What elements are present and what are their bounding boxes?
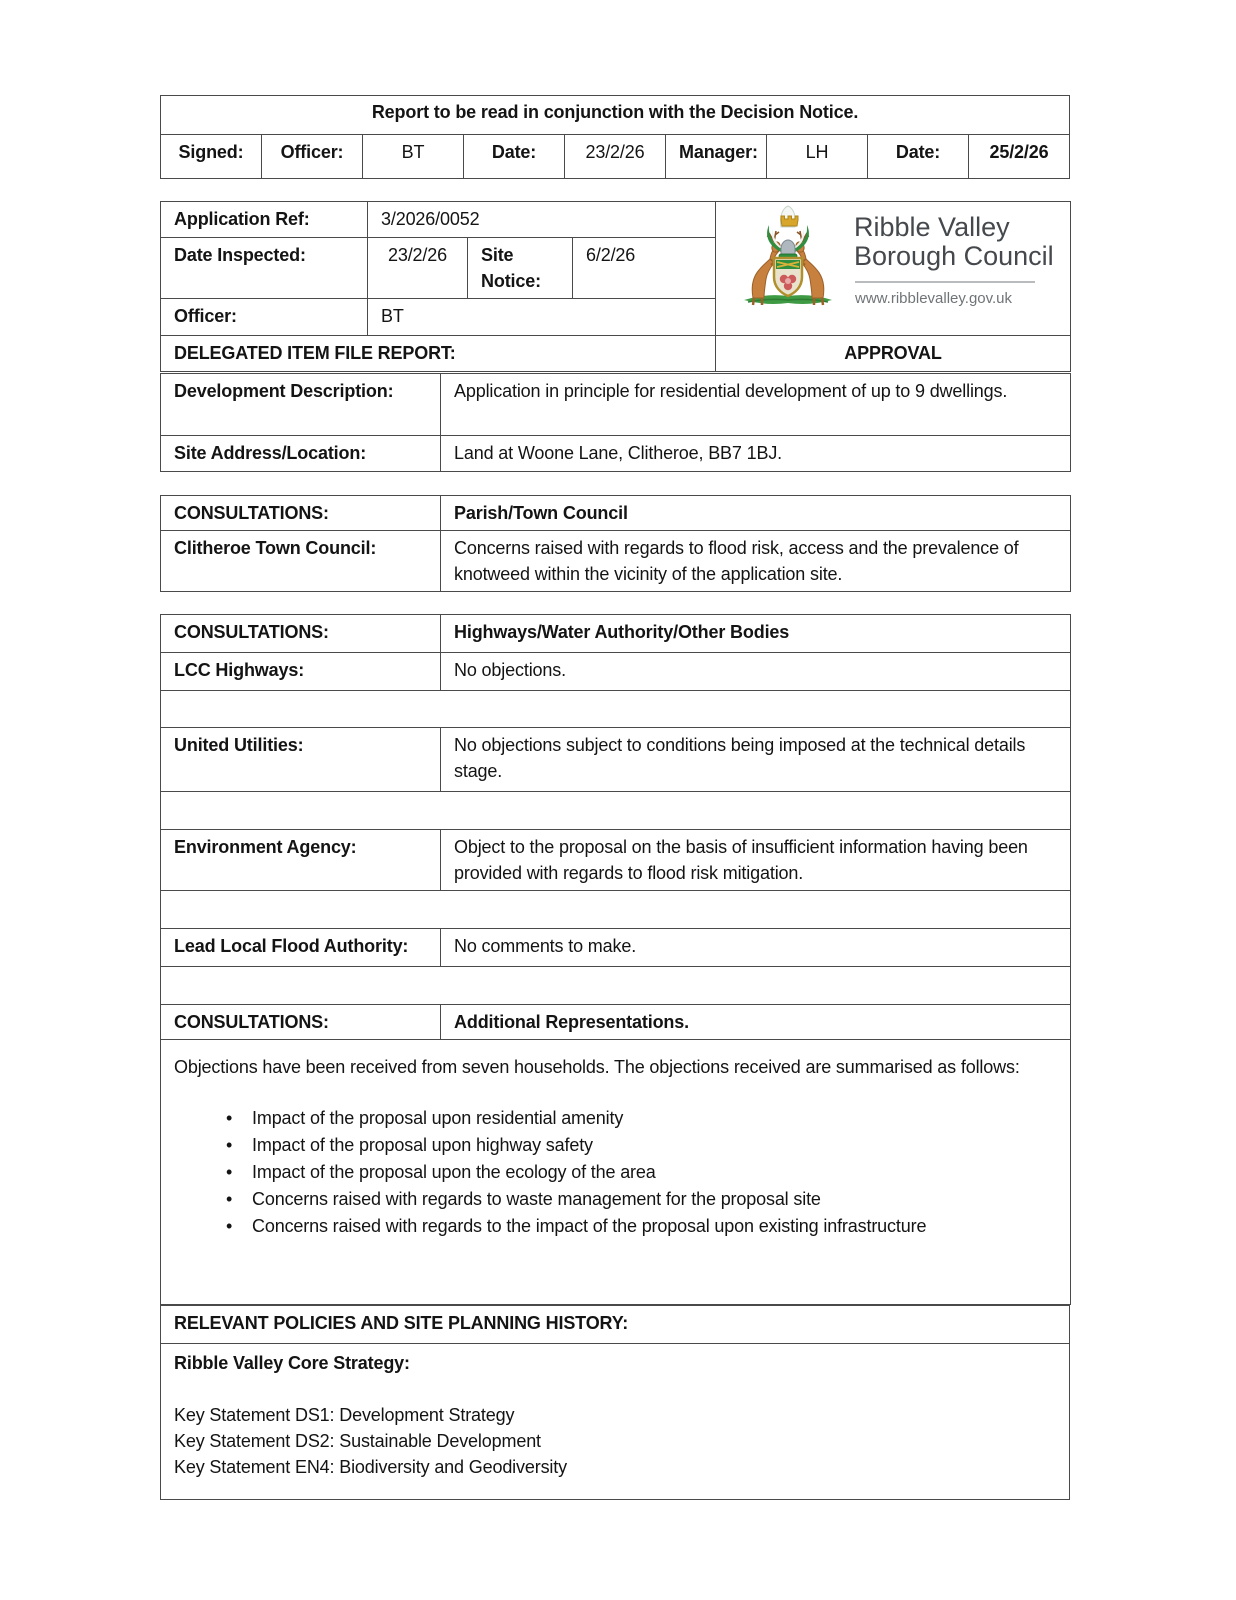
- manager-value-cell: LH: [767, 135, 868, 179]
- consultations-parish-table: [160, 495, 1071, 592]
- spacer-row: [161, 792, 1071, 830]
- date-value-cell: 25/2/26: [969, 135, 1070, 179]
- manager-label-cell: Manager:: [666, 135, 767, 179]
- date-label-cell: Date:: [464, 135, 565, 179]
- environment-agency-label-cell: Environment Agency:: [161, 830, 441, 891]
- date-inspected-value-cell: 23/2/26: [368, 238, 468, 299]
- council-name-line1: Ribble Valley: [854, 212, 1010, 242]
- consultations-type-cell: Parish/Town Council: [441, 496, 1071, 531]
- town-council-response-cell: Concerns raised with regards to flood risk, access and the prevalence of knotweed within the vicinity of the application site.: [441, 531, 1071, 592]
- policy-item: Key Statement EN4: Biodiversity and Geodiversity: [174, 1457, 567, 1477]
- application-ref-value-cell: 3/2026/0052: [368, 202, 716, 238]
- development-description-label-cell: Development Description:: [161, 374, 441, 436]
- consultations-label-cell: CONSULTATIONS:: [161, 615, 441, 653]
- flood-authority-label-cell: Lead Local Flood Authority:: [161, 929, 441, 967]
- spacer-row: [161, 967, 1071, 1005]
- application-ref-label-cell: Application Ref:: [161, 202, 368, 238]
- town-council-label-cell: Clitheroe Town Council:: [161, 531, 441, 592]
- relevant-policies-table: [160, 1305, 1070, 1500]
- objection-item: • Impact of the proposal upon residential amenity: [174, 1105, 1057, 1132]
- objection-item: • Concerns raised with regards to waste management for the proposal site: [174, 1186, 1057, 1213]
- spacer-row: [161, 891, 1071, 929]
- site-notice-label-cell: Site Notice:: [468, 238, 573, 299]
- objection-item: • Concerns raised with regards to the impact of the proposal upon existing infrastructure: [174, 1213, 1057, 1240]
- officer-value-cell: BT: [363, 135, 464, 179]
- policies-header-cell: RELEVANT POLICIES AND SITE PLANNING HISTORY:: [161, 1306, 1070, 1344]
- officer-value-cell: BT: [368, 299, 716, 336]
- council-logo-cell: [716, 202, 1071, 336]
- consultations-label-cell: CONSULTATIONS:: [161, 1005, 441, 1040]
- additional-representations-cell: Additional Representations.: [441, 1005, 1071, 1040]
- date-inspected-label-cell: Date Inspected:: [161, 238, 368, 299]
- officer-label-cell: Officer:: [262, 135, 363, 179]
- spacer: [174, 1376, 1056, 1402]
- policy-item: Key Statement DS1: Development Strategy: [174, 1405, 515, 1425]
- date-label-cell: Date:: [868, 135, 969, 179]
- objections-summary-cell: [161, 1040, 1071, 1305]
- consultations-highways-table: [160, 614, 1071, 1305]
- delegated-report-label-cell: DELEGATED ITEM FILE REPORT:: [161, 336, 716, 372]
- ribble-valley-crest-icon: [738, 203, 838, 309]
- date-value-cell: 23/2/26: [565, 135, 666, 179]
- lcc-highways-label-cell: LCC Highways:: [161, 653, 441, 691]
- application-header-table: [160, 201, 1071, 372]
- site-address-value-cell: Land at Woone Lane, Clitheroe, BB7 1BJ.: [441, 436, 1071, 472]
- spacer-row: [161, 691, 1071, 728]
- objections-intro: Objections have been received from seven households. The objections received are summarised as follows:: [174, 1057, 1020, 1077]
- united-utilities-label-cell: United Utilities:: [161, 728, 441, 792]
- consultations-label-cell: CONSULTATIONS:: [161, 496, 441, 531]
- decision-status-cell: APPROVAL: [716, 336, 1071, 372]
- development-description-value-cell: Application in principle for residential development of up to 9 dwellings.: [441, 374, 1071, 436]
- signed-label-cell: Signed:: [161, 135, 262, 179]
- site-address-label-cell: Site Address/Location:: [161, 436, 441, 472]
- council-website: www.ribblevalley.gov.uk: [855, 290, 1013, 307]
- objections-list: [174, 1105, 1057, 1240]
- council-name-line2: Borough Council: [854, 241, 1054, 271]
- site-notice-value-cell: 6/2/26: [573, 238, 716, 299]
- core-strategy-heading: Ribble Valley Core Strategy:: [174, 1353, 410, 1373]
- policy-item: Key Statement DS2: Sustainable Development: [174, 1431, 541, 1451]
- objection-item: • Impact of the proposal upon the ecology of the area: [174, 1159, 1057, 1186]
- development-description-table: [160, 373, 1071, 472]
- officer-label-cell: Officer:: [161, 299, 368, 336]
- decision-notice-table: [160, 95, 1070, 179]
- council-name: [854, 213, 1054, 271]
- consultations-type-cell: Highways/Water Authority/Other Bodies: [441, 615, 1071, 653]
- policies-body-cell: [161, 1344, 1070, 1500]
- united-utilities-response-cell: No objections subject to conditions being imposed at the technical details stage.: [441, 728, 1071, 792]
- notice-title-cell: Report to be read in conjunction with the Decision Notice.: [161, 96, 1070, 135]
- lcc-highways-response-cell: No objections.: [441, 653, 1071, 691]
- flood-authority-response-cell: No comments to make.: [441, 929, 1071, 967]
- logo-divider: [855, 281, 1035, 283]
- objection-item: • Impact of the proposal upon highway safety: [174, 1132, 1057, 1159]
- environment-agency-response-cell: Object to the proposal on the basis of insufficient information having been provided with regards to flood risk mitigation.: [441, 830, 1071, 891]
